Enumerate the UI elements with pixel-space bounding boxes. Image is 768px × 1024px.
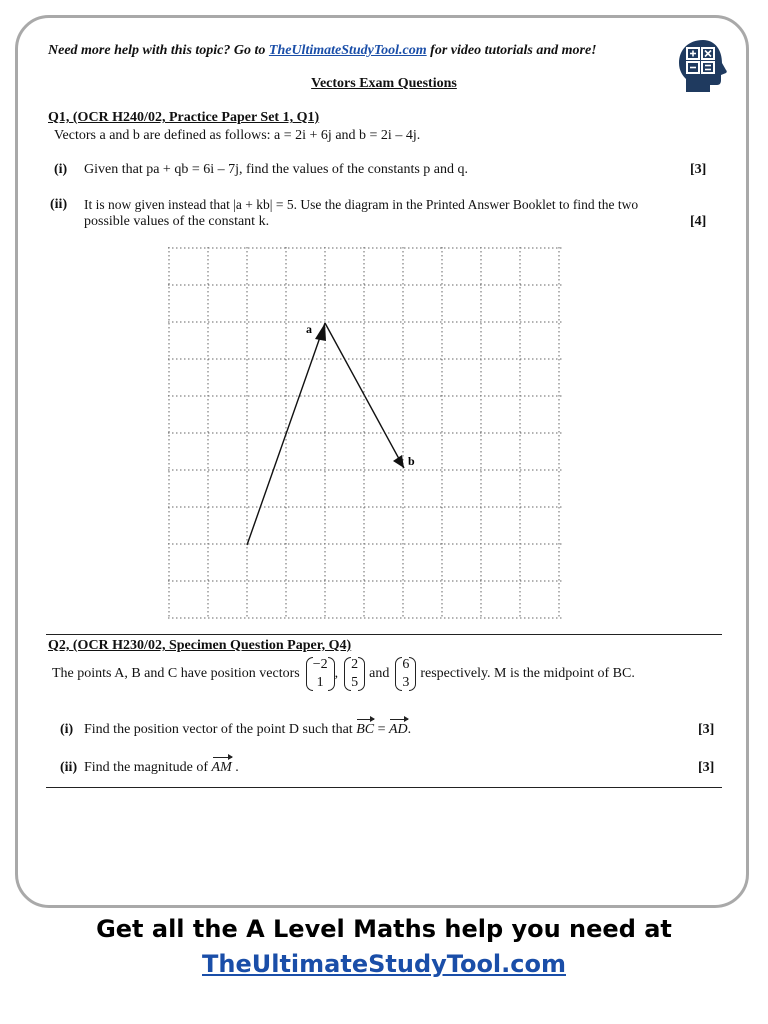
q1-part-ii-text-line2: possible values of the constant k.: [84, 214, 270, 229]
dotted-grid: [168, 247, 562, 619]
section-divider: [46, 634, 722, 635]
section-end-divider: [46, 787, 722, 788]
vector-a-top: −2: [312, 657, 328, 672]
banner-link[interactable]: TheUltimateStudyTool.com: [268, 43, 427, 58]
q2-intro: [52, 656, 639, 692]
vector-b-top: 2: [351, 657, 359, 672]
vector-b-label: b: [408, 454, 415, 468]
vector-c-bottom: 3: [402, 675, 410, 690]
q2-part-i-marks: [3]: [698, 722, 715, 737]
vector-ad: AD: [388, 722, 408, 737]
q2-part-ii-label: (ii): [60, 760, 78, 775]
position-vector-b: [344, 656, 365, 692]
q2-part-ii-marks: [3]: [698, 760, 715, 775]
q1-part-ii-marks: [4]: [690, 214, 707, 229]
q1-part-i-text: Given that pa + qb = 6i – 7j, find the values of the constants p and q.: [84, 162, 468, 177]
vector-a-bottom: 1: [316, 675, 324, 690]
q2-part-i-label: (i): [60, 722, 74, 737]
position-vector-a: [306, 656, 335, 692]
q2-heading: Q2, (OCR H230/02, Specimen Question Paper, Q4): [48, 638, 352, 653]
vector-am: AM: [211, 760, 232, 775]
document-title: Vectors Exam Questions: [311, 76, 457, 91]
equals-sign: =: [377, 722, 386, 737]
q2-intro-prefix: The points A, B and C have position vectors: [52, 666, 300, 681]
q2-part-i-prefix: Find the position vector of the point D such that: [84, 722, 353, 737]
q2-part-ii-end: .: [235, 760, 239, 775]
vector-grid-diagram: [168, 247, 562, 619]
vector-a-label: a: [306, 322, 312, 336]
and-separator: and: [369, 666, 390, 681]
vector-b-bottom: 5: [351, 675, 359, 690]
q1-part-ii-label: (ii): [50, 197, 68, 212]
banner-suffix: for video tutorials and more!: [430, 43, 597, 58]
position-vector-c: [395, 656, 416, 692]
comma-separator: ,: [334, 666, 339, 681]
q2-part-ii-text: [84, 760, 239, 776]
q1-part-i-marks: [3]: [690, 162, 707, 177]
q1-intro: Vectors a and b are defined as follows: a = 2i + 6j and b = 2i – 4j.: [54, 128, 421, 143]
vector-c-top: 6: [402, 657, 410, 672]
footer-promo: Get all the A Level Maths help you need at: [96, 915, 672, 943]
footer-link[interactable]: TheUltimateStudyTool.com: [202, 950, 566, 978]
banner-prefix: Need more help with this topic? Go to: [48, 43, 266, 58]
q2-part-ii-prefix: Find the magnitude of: [84, 760, 209, 775]
q1-part-i-label: (i): [54, 162, 68, 177]
q2-intro-suffix: respectively. M is the midpoint of BC.: [420, 666, 635, 681]
q1-heading: Q1, (OCR H240/02, Practice Paper Set 1, Q1): [48, 110, 320, 125]
q2-part-i-end: .: [407, 722, 412, 737]
vector-bc: BC: [356, 722, 375, 737]
help-banner: [48, 43, 597, 59]
q2-part-i-text: [84, 722, 411, 738]
q1-part-ii-text-line1: It is now given instead that |a + kb| = 5. Use the diagram in the Printed Answer Booklet to find the two: [84, 197, 639, 212]
vector-a-arrowhead: [315, 323, 326, 341]
